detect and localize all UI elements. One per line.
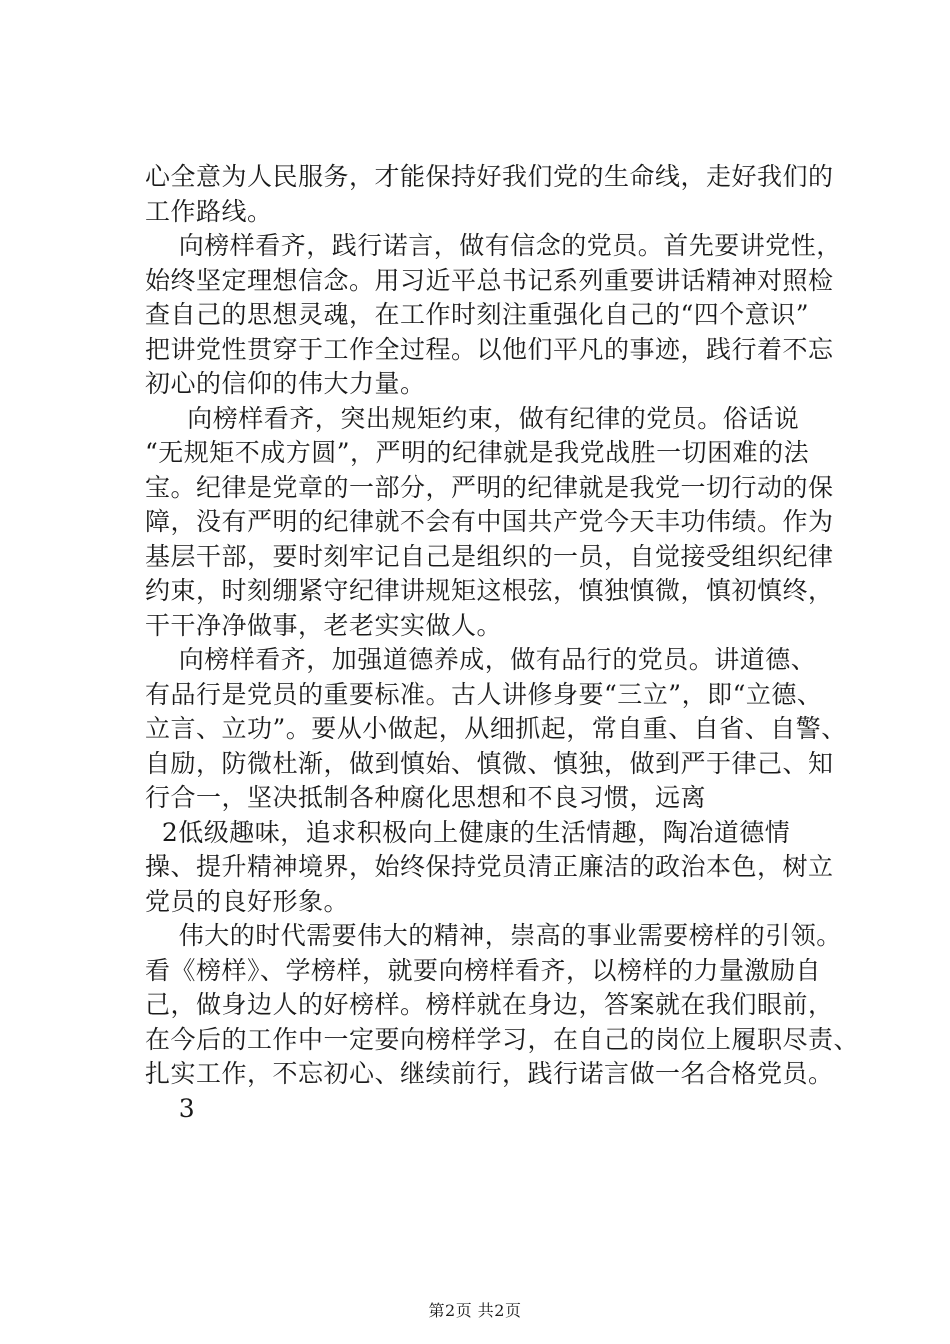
text-line: 扎实工作，不忘初心、继续前行，践行诺言做一名合格党员。 xyxy=(145,1059,834,1088)
page-footer xyxy=(0,1301,950,1321)
text-line: 干干净净做事，老老实实做人。 xyxy=(145,610,503,640)
text-line: 向榜样看齐，加强道德养成，做有品行的党员。讲道德、 xyxy=(145,645,817,674)
text-line: 行合一，坚决抵制各种腐化思想和不良习惯，远离 xyxy=(145,783,707,812)
text-line: 党员的良好形象。 xyxy=(145,886,350,916)
text-line: 看《榜样》、学榜样，就要向榜样看齐，以榜样的力量激励自 xyxy=(145,955,822,985)
text-line: 初心的信仰的伟大力量。 xyxy=(145,369,426,398)
page-number-inline: 3 xyxy=(145,1093,196,1123)
text-line: 心全意为人民服务，才能保持好我们党的生命线，走好我们的 xyxy=(145,162,834,191)
text-line: 约束，时刻绷紧守纪律讲规矩这根弦，慎独慎微，慎初慎终， xyxy=(145,576,834,605)
text-line: “无规矩不成方圆”，严明的纪律就是我党战胜一切困难的法 xyxy=(145,438,810,467)
text-line: 查自己的思想灵魂，在工作时刻注重强化自己的“四个意识” xyxy=(145,300,810,329)
text-line: 向榜样看齐，践行诺言，做有信念的党员。首先要讲党性， xyxy=(145,231,842,260)
text-line: 障，没有严明的纪律就不会有中国共产党今天丰功伟绩。作为 xyxy=(145,507,834,536)
text-line: 始终坚定理想信念。用习近平总书记系列重要讲话精神对照检 xyxy=(145,265,834,295)
text-line: 操、提升精神境界，始终保持党员清正廉洁的政治本色，树立 xyxy=(145,852,834,881)
text-line: 己，做身边人的好榜样。榜样就在身边，答案就在我们眼前， xyxy=(145,990,834,1019)
text-line: 把讲党性贯穿于工作全过程。以他们平凡的事迹，践行着不忘 xyxy=(145,334,834,364)
text-line: 在今后的工作中一定要向榜样学习，在自己的岗位上履职尽责、 xyxy=(145,1024,860,1054)
text-line: 有品行是党员的重要标准。古人讲修身要“三立”，即“立德、 xyxy=(145,679,823,709)
text-line: 向榜样看齐，突出规矩约束，做有纪律的党员。俗话说 xyxy=(145,403,800,433)
text-line: 工作路线。 xyxy=(145,196,273,226)
text-line: 立言、立功”。要从小做起，从细抓起，常自重、自省、自警、 xyxy=(145,714,847,743)
text-line: 2低级趣味，追求积极向上健康的生活情趣，陶冶道德情 xyxy=(145,817,791,847)
document-body xyxy=(145,160,860,1126)
text-line: 自励，防微杜渐，做到慎始、慎微、慎独，做到严于律己、知 xyxy=(145,748,834,778)
text-line: 基层干部，要时刻牢记自己是组织的一员，自觉接受组织纪律 xyxy=(145,541,834,571)
text-line: 伟大的时代需要伟大的精神，崇高的事业需要榜样的引领。 xyxy=(145,921,842,950)
page-indicator: 第2页 共2页 xyxy=(428,1301,522,1320)
text-line: 宝。纪律是党章的一部分，严明的纪律就是我党一切行动的保 xyxy=(145,472,834,502)
